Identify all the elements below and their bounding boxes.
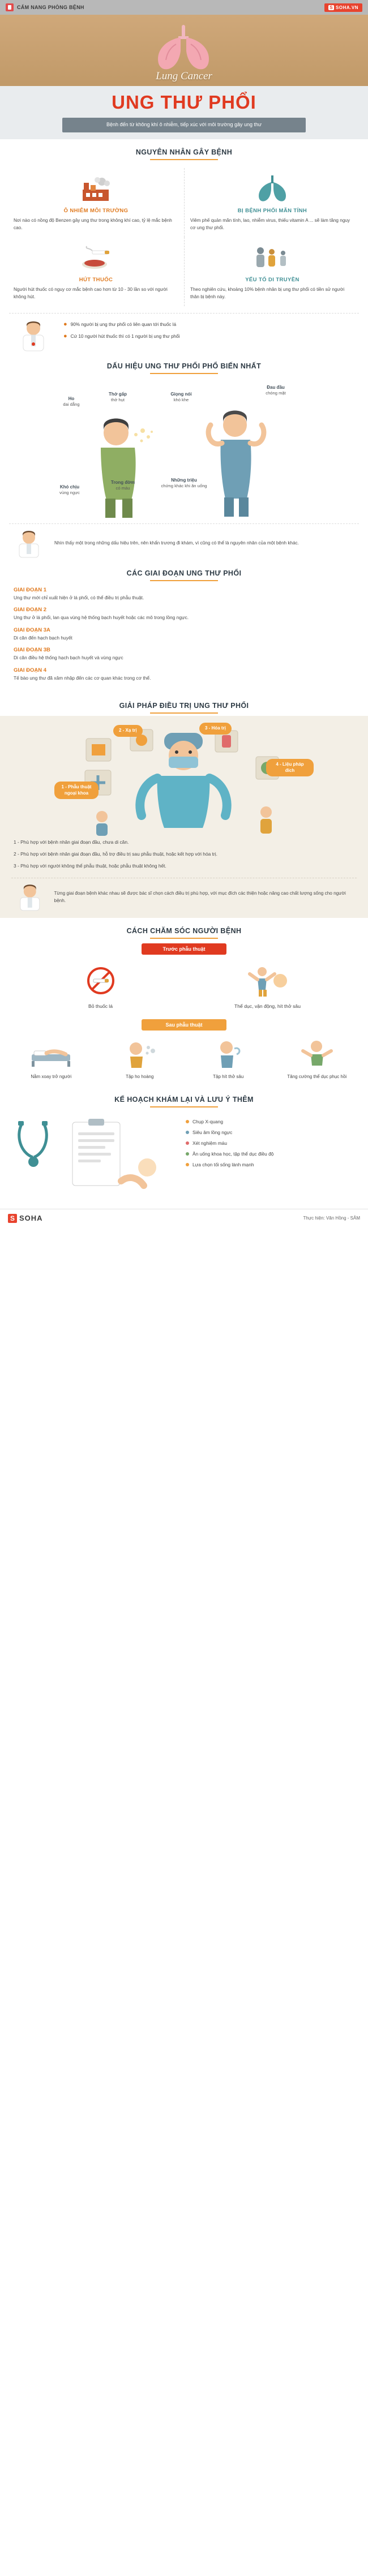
treatment-footnote: [11, 878, 357, 911]
sign-label: [100, 391, 136, 403]
soha-badge-mark: S: [330, 5, 333, 10]
sign-label: [256, 384, 296, 397]
sign-label-sub: chứng khác khi ăn uống: [161, 483, 207, 489]
signs-note-text: Nhìn thấy một trong những dấu hiệu trên, nên khẩn trương đi khám, vì cũng có thể là nguyên nhân của một bệnh khác.: [54, 540, 299, 546]
hero-title-band: [0, 86, 368, 139]
stat-text: 90% người bị ung thư phổi có liên quan tới thuốc lá: [70, 322, 177, 327]
signs-illustration: [0, 381, 368, 522]
soha-logo-mark: S: [8, 1214, 17, 1223]
stage-desc: Ung thư ở lá phổi, lan qua vùng hệ thống bạch huyết hoặc các mô trong lồng ngực.: [14, 615, 189, 621]
sign-label: [54, 396, 88, 408]
stat-item: [63, 333, 359, 341]
treatment-option-3[interactable]: 3 - Hóa trị: [199, 723, 232, 734]
clipboard-illustration: [10, 1113, 180, 1201]
stage-item: [14, 627, 354, 642]
signs-note: [9, 523, 359, 558]
cause-title: Ô NHIỄM MÔI TRƯỜNG: [63, 207, 129, 214]
hero-title-english: Lung Cancer: [156, 70, 212, 82]
plan-item: [186, 1162, 358, 1167]
exercise-icon: [184, 960, 351, 1001]
section-heading-causes: [0, 148, 368, 160]
section-heading-treatment: [0, 702, 368, 714]
soha-logo-text: SOHA: [19, 1214, 43, 1223]
sign-label-sub: thở hụt: [111, 397, 125, 403]
sign-label-title: Ho: [68, 396, 75, 401]
stat-text: Cứ 10 người hút thuốc thì có 1 người bị ung thư phổi: [70, 333, 180, 339]
recovery-icon: [273, 1036, 362, 1071]
stage-desc: Di căn đến hạch bạch huyết: [14, 634, 72, 641]
plan-list: [186, 1113, 358, 1173]
stage-item: [14, 667, 354, 682]
stage-desc: Ung thư mới chỉ xuất hiện ở lá phổi, có thể điều trị phẫu thuật.: [14, 595, 144, 600]
doctor-illustration: [11, 883, 49, 911]
cause-text: Theo nghiên cứu, khoảng 10% bệnh nhân bị ung thư phổi có tiền sử người thân bị bệnh này.: [190, 286, 345, 299]
heading-underline: [150, 580, 218, 581]
stat-item: [63, 321, 359, 329]
top-bar-left: [6, 3, 84, 11]
bullet-icon: [186, 1141, 189, 1145]
sign-label-title: Trong đờm: [110, 480, 135, 485]
page-title: UNG THƯ PHỔI: [112, 92, 256, 113]
cause-text: Viêm phế quản mãn tính, lao, nhiễm virus, thiếu vitamin A ... sẽ làm tăng nguy cơ ung thư phổi.: [190, 217, 350, 230]
sign-label-sub: khó khe: [173, 397, 189, 403]
bed-turn-icon: [7, 1036, 96, 1071]
care-item: [7, 1036, 96, 1080]
plan-item-label: Lựa chọn tối sống lành mạnh: [192, 1161, 254, 1167]
section-heading-treatment-text: GIẢI PHÁP ĐIỀU TRỊ UNG THƯ PHỔI: [119, 702, 249, 710]
hero-lungs-illustration: [0, 19, 368, 74]
treatment-note: 1 - Phù hợp với bệnh nhân giai đoạn đầu, chưa di căn.: [14, 839, 129, 845]
care-item: [273, 1036, 362, 1080]
care-caption: Thể dục, vận động, hít thở sâu: [234, 1003, 301, 1009]
family-icon: [190, 242, 354, 274]
sign-label-title: Những triệu: [171, 478, 197, 483]
care-after-grid: [0, 1034, 368, 1087]
section-heading-care: [0, 927, 368, 939]
stage-name: GIAI ĐOẠN 2: [14, 607, 47, 613]
plan-item-label: Chụp X-quang: [192, 1118, 224, 1124]
treatment-option-2[interactable]: 2 - Xạ trị: [113, 725, 143, 736]
stage-item: [14, 647, 354, 662]
stage-desc: Tế bào ung thư đã xâm nhập đến các cơ quan khác trong cơ thể.: [14, 675, 151, 681]
sign-label: [162, 391, 200, 403]
plan-section: [0, 1110, 368, 1209]
sign-label-title: Thở gấp: [109, 392, 127, 397]
treatment-option-4[interactable]: 4 - Liệu pháp đích: [266, 759, 314, 776]
section-heading-stages: [0, 569, 368, 581]
handbook-icon: [6, 3, 14, 11]
heading-underline: [150, 938, 218, 939]
surgeon-figure: [0, 722, 368, 838]
top-bar-label: CẨM NANG PHÒNG BỆNH: [17, 5, 84, 10]
plan-item-label: Xét nghiệm máu: [192, 1140, 227, 1146]
care-item: [17, 960, 184, 1009]
factory-icon: [14, 173, 178, 205]
section-heading-plan-text: KẾ HOẠCH KHÁM LẠI VÀ LƯU Ý THÊM: [114, 1095, 254, 1104]
cough-icon: [96, 1036, 185, 1071]
care-caption: Tập ho hoàng: [126, 1074, 154, 1079]
bullet-icon: [186, 1152, 189, 1156]
sign-label-title: Khó chịu: [59, 484, 80, 490]
stage-item: [14, 587, 354, 602]
top-bar: [0, 0, 368, 15]
care-item: [184, 1036, 273, 1080]
cause-text: Người hút thuốc có nguy cơ mắc bệnh cao hơn từ 10 - 30 lần so với người không hút.: [14, 286, 168, 299]
treatment-illustration: [0, 722, 368, 838]
cause-title: HÚT THUỐC: [79, 276, 113, 283]
treatment-section: [0, 716, 368, 918]
stage-name: GIAI ĐOẠN 3B: [14, 647, 50, 654]
soha-badge-label: SOHA.VN: [336, 5, 358, 10]
sign-label-sub: chóng mặt: [266, 390, 286, 396]
plan-item: [186, 1151, 358, 1157]
cause-title: BỊ BỆNH PHỔI MÃN TÍNH: [237, 207, 307, 214]
plan-item: [186, 1140, 358, 1146]
sign-label: [160, 477, 208, 490]
care-caption: Tăng cường thể dục phục hồi: [287, 1074, 347, 1079]
hero-subtitle: Bệnh đến từ không khí ô nhiễm, tiếp xúc với môi trường gây ung thư: [62, 118, 306, 132]
stage-name: GIAI ĐOẠN 1: [14, 587, 47, 593]
care-item: [184, 960, 351, 1009]
stage-desc: Di căn điều hệ thống hạch bạch huyết và vùng ngực: [14, 655, 123, 661]
sign-label: [103, 479, 143, 492]
plan-item-label: Ăn uống khoa học, tập thể dục điều độ: [192, 1150, 274, 1157]
breathe-icon: [184, 1036, 273, 1071]
section-heading-signs-text: DẤU HIỆU UNG THƯ PHỔI PHỔ BIẾN NHẤT: [106, 362, 262, 370]
sign-label: [50, 484, 89, 496]
section-heading-care-text: CÁCH CHĂM SÓC NGƯỜI BỆNH: [126, 926, 242, 935]
cause-text: Nơi nào có nồng độ Benzen gây ung thư trong không khí cao, tỷ lệ mắc bệnh cao.: [14, 217, 172, 230]
sign-label-sub: dai dẳng: [63, 402, 80, 407]
treatment-note: 3 - Phù hợp với người không thể phẫu thuật, hoặc phẫu thuật không hết.: [14, 862, 166, 869]
care-after-label: Sau phẫu thuật: [142, 1019, 226, 1031]
checkup-illustration: [10, 1113, 180, 1198]
stage-item: [14, 607, 354, 621]
no-smoking-icon: [17, 960, 184, 1001]
care-caption: Nằm xoay trở người: [31, 1074, 72, 1079]
section-heading-causes-text: NGUYÊN NHÂN GÂY BỆNH: [135, 148, 233, 156]
care-item: [96, 1036, 185, 1080]
stages-list: [0, 583, 368, 693]
causes-stats: [9, 313, 359, 353]
signs-section: [0, 376, 368, 560]
infographic-page: [0, 0, 368, 1230]
heading-underline: [150, 159, 218, 160]
heading-underline: [150, 373, 218, 374]
bullet-icon: ●: [63, 321, 67, 328]
bullet-icon: [186, 1120, 189, 1123]
lungs-icon: [190, 173, 354, 205]
soha-logo[interactable]: [8, 1214, 43, 1223]
sign-label-sub: vùng ngực: [59, 490, 80, 496]
sign-label-title: Giọng nói: [170, 392, 192, 397]
hero-banner: [0, 15, 368, 139]
cigarette-icon: [14, 242, 178, 274]
cause-card: [184, 237, 360, 306]
care-caption: Bỏ thuốc lá: [88, 1003, 113, 1009]
footer-credit: Thực hiện: Văn Hồng - SÂM: [303, 1216, 360, 1221]
care-before-grid: [0, 958, 368, 1015]
soha-badge[interactable]: [324, 3, 362, 12]
bullet-icon: ●: [63, 332, 67, 340]
cause-title: YẾU TỐ DI TRUYỀN: [245, 276, 299, 283]
sign-label-title: Đau đầu: [267, 385, 285, 390]
sign-label-sub: có máu: [115, 486, 130, 491]
plan-item: [186, 1130, 358, 1135]
cause-card: [8, 168, 184, 237]
causes-grid: [0, 162, 368, 310]
bullet-icon: [186, 1163, 189, 1166]
heading-underline: [150, 712, 218, 714]
care-caption: Tập hít thở sâu: [213, 1074, 244, 1079]
plan-item: [186, 1119, 358, 1124]
treatment-notes: [0, 838, 368, 877]
treatment-option-1[interactable]: 1 - Phẫu thuật ngoại khoa: [54, 782, 99, 799]
cause-card: [8, 237, 184, 306]
stage-name: GIAI ĐOẠN 4: [14, 667, 47, 673]
section-heading-plan: [0, 1096, 368, 1107]
treatment-footnote-text: Từng giai đoạn bệnh khác nhau sẽ được bác sĩ chọn cách điều trị phù hợp, với mục đích các thiện hoặc nâng cao chất lượng sống cho người bệnh.: [54, 890, 346, 903]
section-heading-stages-text: CÁC GIAI ĐOẠN UNG THƯ PHỔI: [126, 569, 242, 577]
doctor-illustration: [9, 529, 49, 558]
cause-card: [184, 168, 360, 237]
doctor-illustration: [9, 318, 58, 353]
bullet-icon: [186, 1131, 189, 1134]
section-heading-signs: [0, 362, 368, 374]
care-before-label: Trước phẫu thuật: [142, 943, 226, 955]
stat-list: [63, 318, 359, 345]
footer: [0, 1209, 368, 1230]
stage-name: GIAI ĐOẠN 3A: [14, 626, 50, 633]
plan-item-label: Siêu âm lồng ngực: [192, 1129, 233, 1135]
treatment-note: 2 - Phù hợp với bệnh nhân giai đoạn đầu, hỗ trợ điều trị sau phẫu thuật, hoặc kết hợp với hóa trị.: [14, 851, 217, 857]
lungs-icon: [144, 22, 224, 74]
heading-underline: [150, 1106, 218, 1107]
